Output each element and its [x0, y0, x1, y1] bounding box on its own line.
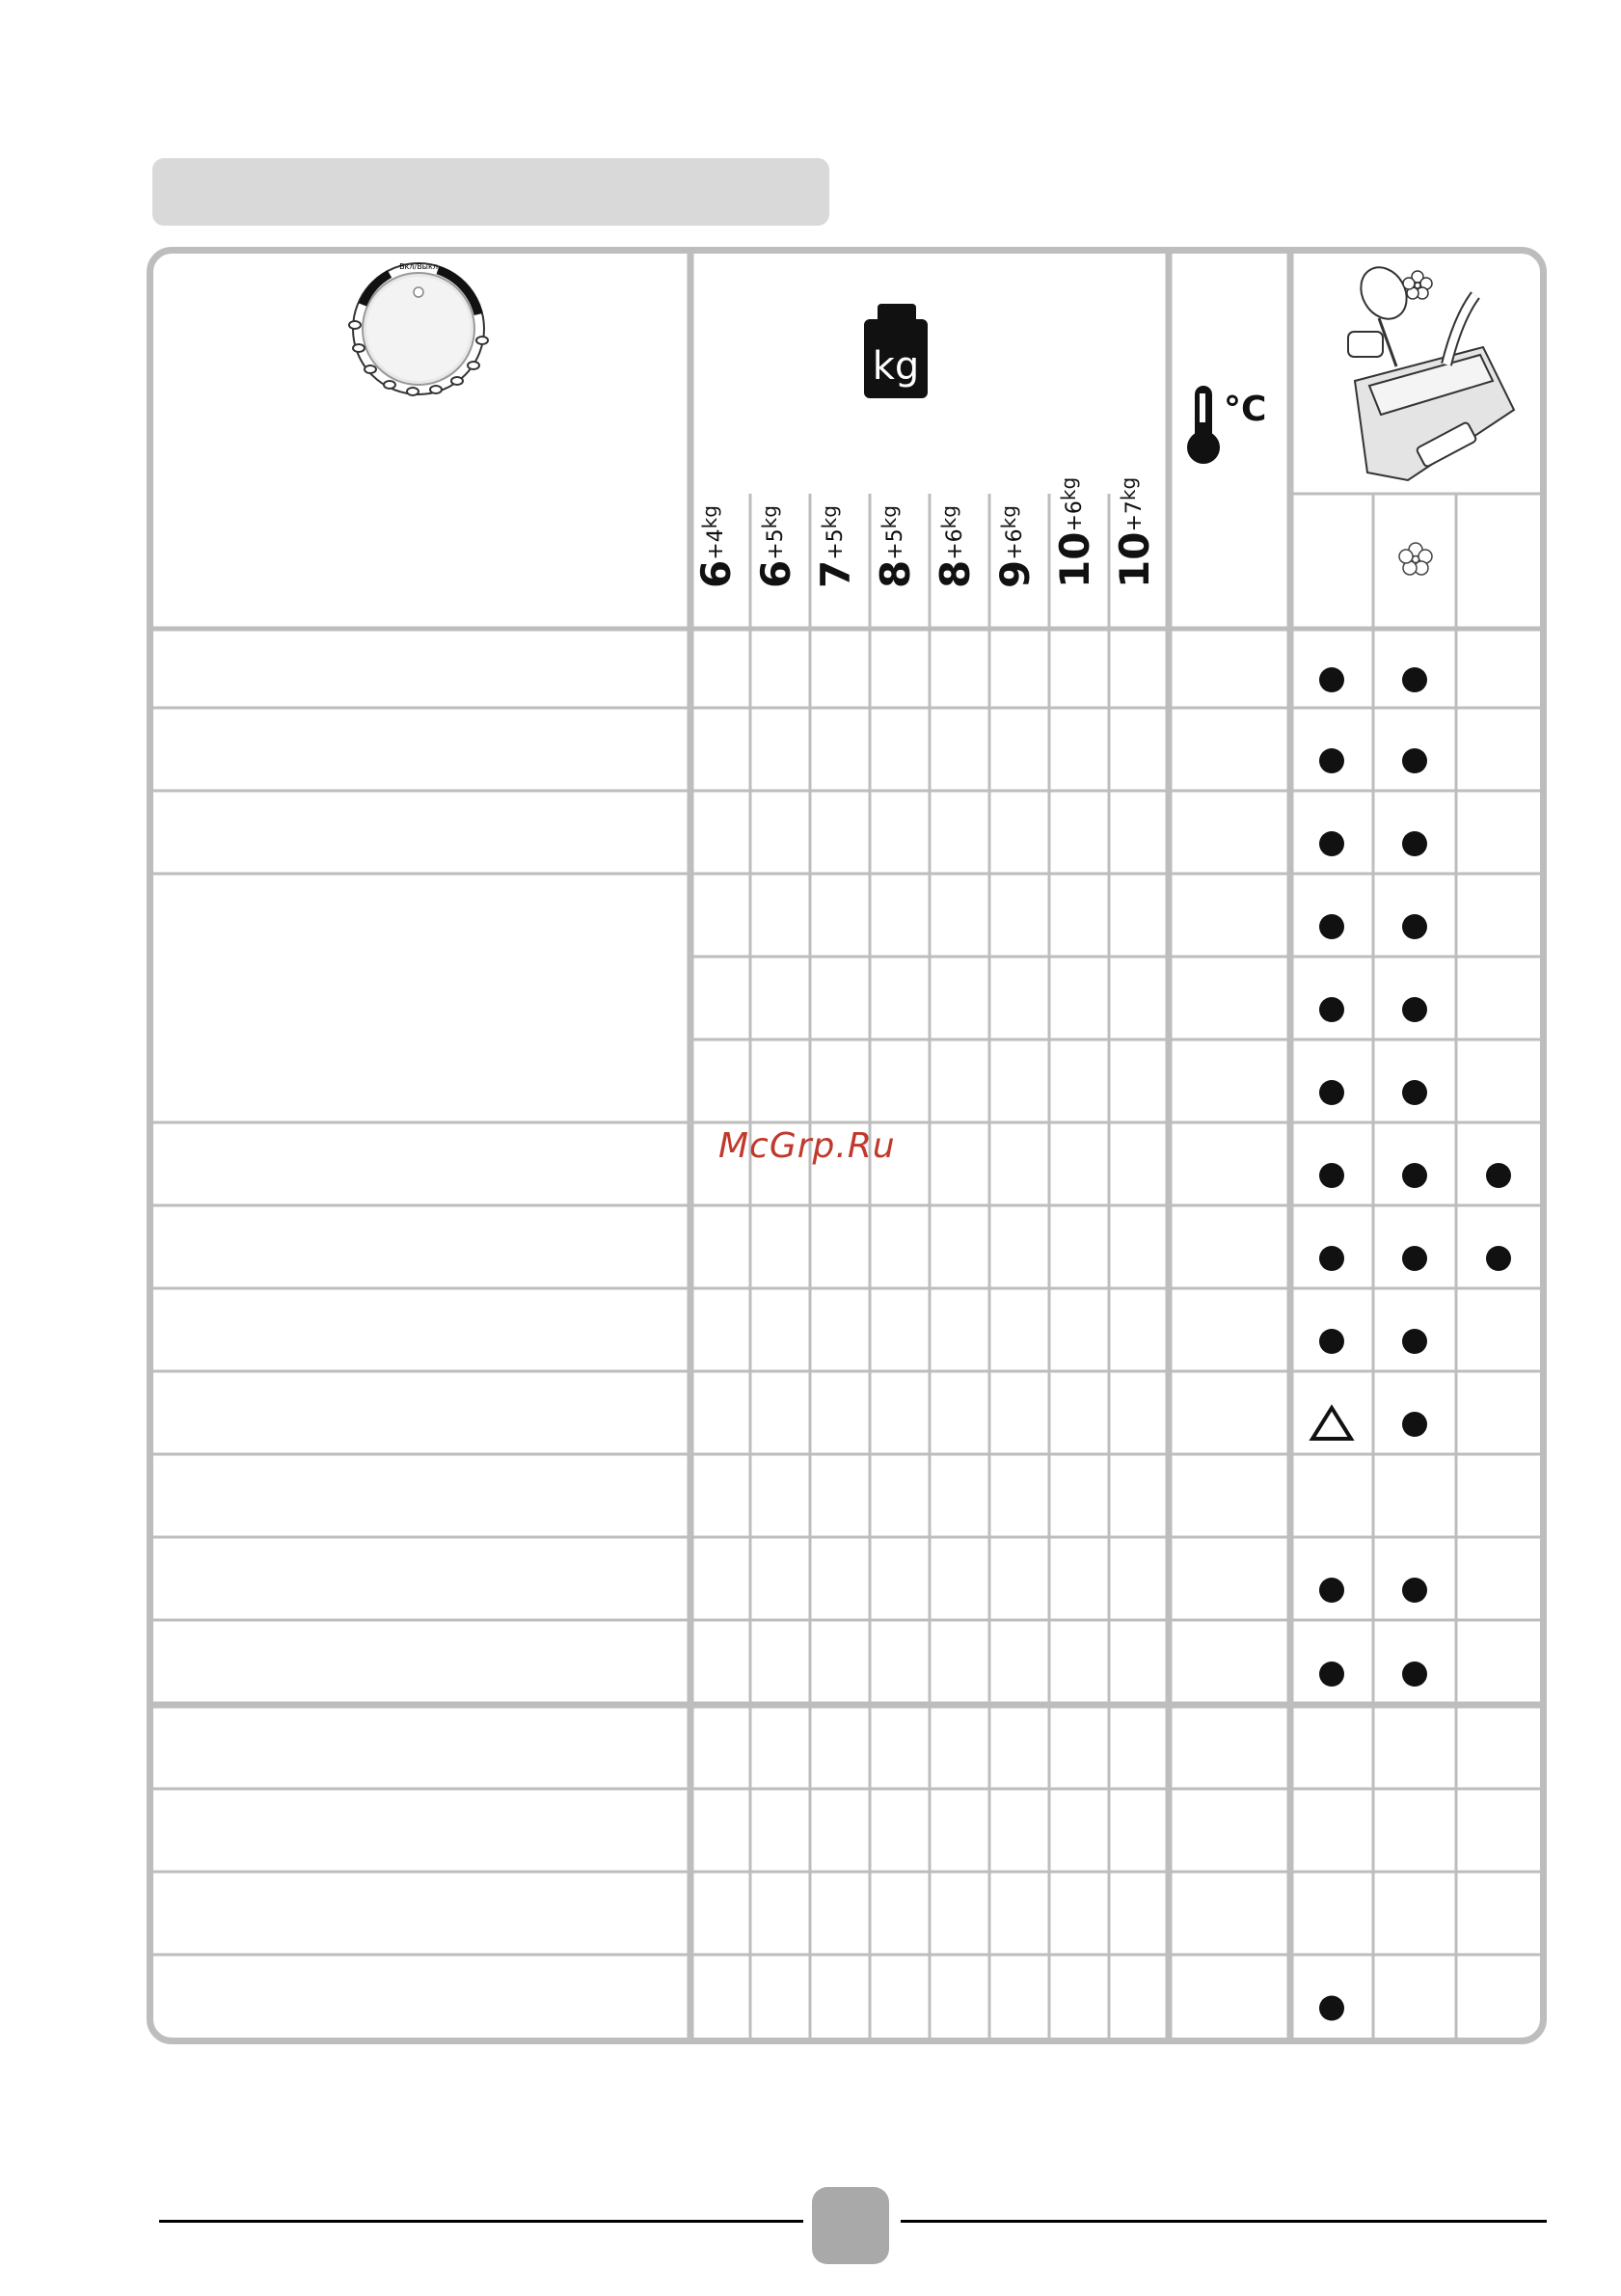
capacity-label-7 — [1051, 477, 1098, 588]
capacity-label-text: 6+4kg — [692, 505, 740, 588]
capacity-label-1 — [692, 505, 740, 588]
dispenser-dot-mark — [1319, 1163, 1344, 1188]
capacity-label-text: 9+6kg — [991, 505, 1039, 588]
dispenser-dot-mark — [1319, 667, 1344, 692]
dispenser-dot-mark — [1402, 1246, 1427, 1271]
capacity-label-text: 10+6kg — [1051, 476, 1098, 588]
dispenser-triangle-mark — [1312, 1408, 1351, 1439]
thermometer-icon — [1187, 386, 1266, 464]
dial-label: Вкл/Выкл — [399, 262, 438, 271]
capacity-label-text: 7+5kg — [812, 505, 859, 588]
dispenser-dot-mark — [1319, 748, 1344, 773]
dispenser-dot-mark — [1319, 1329, 1344, 1354]
dispenser-dot-mark — [1319, 914, 1344, 939]
dispenser-dot-mark — [1486, 1246, 1511, 1271]
dispenser-dot-mark — [1402, 914, 1427, 939]
capacity-label-text: 8+6kg — [932, 505, 979, 588]
dispenser-dot-mark — [1319, 1661, 1344, 1687]
dispenser-dot-mark — [1402, 1661, 1427, 1687]
weight-icon-text: kg — [872, 344, 920, 389]
capacity-label-2 — [752, 505, 799, 588]
program-dial-icon — [349, 262, 488, 395]
dispenser-dot-mark — [1402, 748, 1427, 773]
footer-rule-left — [159, 2220, 803, 2223]
footer-rule-right — [901, 2220, 1547, 2223]
dispenser-dot-mark — [1319, 1578, 1344, 1603]
capacity-label-5 — [932, 505, 979, 588]
dispenser-dot-mark — [1402, 1080, 1427, 1105]
dispenser-dot-mark — [1402, 1329, 1427, 1354]
capacity-label-8 — [1111, 477, 1158, 588]
dispenser-dot-mark — [1402, 831, 1427, 856]
capacity-label-6 — [991, 505, 1039, 588]
dispenser-dot-mark — [1402, 1412, 1427, 1437]
capacity-label-text: 6+5kg — [752, 505, 799, 588]
dispenser-flower-icon — [1403, 271, 1432, 299]
page-number-box — [812, 2187, 889, 2264]
dispenser-dot-mark — [1486, 1163, 1511, 1188]
capacity-label-3 — [812, 505, 859, 588]
detergent-dispenser-icon — [1348, 259, 1514, 480]
dispenser-dot-mark — [1402, 1163, 1427, 1188]
capacity-label-text: 8+5kg — [872, 505, 919, 588]
softener-flower-icon — [1399, 543, 1432, 575]
dispenser-dot-mark — [1402, 997, 1427, 1022]
kg-weight-icon — [864, 304, 928, 398]
dispenser-dot-mark — [1319, 1996, 1344, 2021]
capacity-label-4 — [872, 505, 919, 588]
temperature-unit: °C — [1224, 390, 1267, 429]
dispenser-dot-mark — [1319, 997, 1344, 1022]
dispenser-dot-mark — [1402, 1578, 1427, 1603]
capacity-label-text: 10+7kg — [1111, 476, 1158, 588]
watermark: McGrp.Ru — [718, 1126, 896, 1166]
dispenser-dot-mark — [1319, 831, 1344, 856]
dispenser-dot-mark — [1319, 1246, 1344, 1271]
dispenser-dot-mark — [1319, 1080, 1344, 1105]
dispenser-dot-mark — [1402, 667, 1427, 692]
